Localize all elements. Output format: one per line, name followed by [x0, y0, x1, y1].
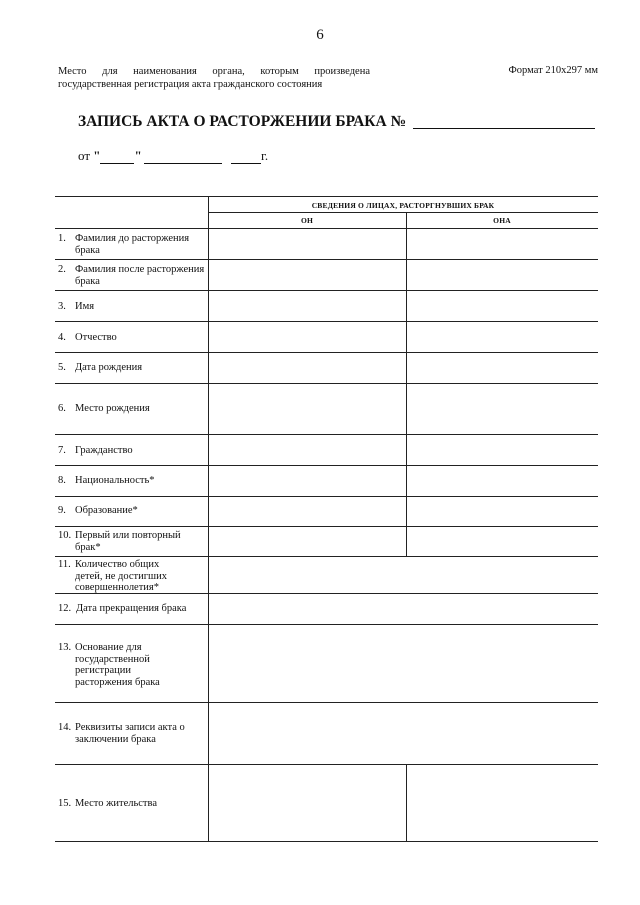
she-marriage-order-cell[interactable]: [407, 527, 597, 555]
row-number: 4.: [58, 332, 66, 343]
row-label-text: Дата рождения: [75, 362, 143, 373]
group-header-divider: [208, 212, 598, 213]
date-prefix: от: [78, 148, 91, 163]
she-education-cell[interactable]: [407, 497, 597, 525]
she-citizenship-cell[interactable]: [407, 435, 597, 464]
he-marriage-order-cell[interactable]: [209, 527, 405, 555]
quote-open: ": [93, 148, 101, 163]
row-label-text: Гражданство: [75, 445, 133, 456]
row-number: 2.: [58, 264, 66, 275]
she-birth-place-cell[interactable]: [407, 384, 597, 433]
row-number: 8.: [58, 475, 66, 486]
record-number-field[interactable]: [413, 128, 595, 129]
she-surname-after-cell[interactable]: [407, 260, 597, 289]
he-birth-date-cell[interactable]: [209, 353, 405, 382]
row-label-text: Национальность*: [75, 475, 155, 486]
row-number: 11.: [58, 559, 71, 570]
row-label-text: Количество общих детей, не достигших совершеннолетия*: [75, 559, 168, 593]
row-label-text: Реквизиты записи акта о заключении брака: [75, 722, 185, 745]
he-citizenship-cell[interactable]: [209, 435, 405, 464]
termination-date-cell[interactable]: [209, 594, 597, 623]
registry-authority-placeholder: Место для наименования органа, которым произведена государственная регистрация акта гражданского состояния: [58, 66, 370, 90]
year-suffix: г.: [260, 148, 269, 163]
she-birth-date-cell[interactable]: [407, 353, 597, 382]
column-header-he: ОН: [300, 216, 314, 225]
row-label-text: Основание для государственной регистрации расторжения брака: [75, 642, 160, 688]
year-field[interactable]: [231, 151, 261, 164]
row-label-text: Дата прекращения брака: [76, 603, 187, 614]
row-number: 10.: [58, 530, 72, 541]
record-date-line: [78, 148, 268, 164]
row-number: 14.: [58, 722, 72, 733]
document-title: ЗАПИСЬ АКТА О РАСТОРЖЕНИИ БРАКА №: [78, 113, 407, 130]
paper-format-label: Формат 210х297 мм: [508, 65, 598, 76]
he-surname-after-cell[interactable]: [209, 260, 405, 289]
she-residence-cell[interactable]: [407, 765, 597, 840]
row-number: 1.: [58, 233, 66, 244]
row-label-text: Отчество: [75, 332, 117, 343]
row-label-text: Фамилия до расторжения брака: [75, 233, 190, 256]
she-first-name-cell[interactable]: [407, 291, 597, 320]
she-nationality-cell[interactable]: [407, 466, 597, 495]
he-patronymic-cell[interactable]: [209, 322, 405, 351]
row-label-text: Имя: [75, 301, 95, 312]
row-number: 12.: [58, 603, 72, 614]
marriage-record-details-cell[interactable]: [209, 703, 597, 763]
he-residence-cell[interactable]: [209, 765, 405, 840]
children-count-cell[interactable]: [209, 557, 597, 592]
registration-basis-cell[interactable]: [209, 625, 597, 701]
she-surname-before-cell[interactable]: [407, 229, 597, 258]
quote-close: ": [134, 148, 142, 163]
he-nationality-cell[interactable]: [209, 466, 405, 495]
row-label-text: Место жительства: [75, 798, 157, 809]
row-label-text: Фамилия после расторжения брака: [75, 264, 205, 287]
column-header-she: ОНА: [493, 216, 511, 225]
table-top-border: [55, 196, 598, 197]
row-label-text: Первый или повторный брак*: [75, 530, 181, 553]
month-field[interactable]: [144, 151, 222, 164]
row-number: 15.: [58, 798, 72, 809]
row-number: 3.: [58, 301, 66, 312]
he-surname-before-cell[interactable]: [209, 229, 405, 258]
row-number: 5.: [58, 362, 66, 373]
row-number: 13.: [58, 642, 72, 653]
he-education-cell[interactable]: [209, 497, 405, 525]
row-number: 7.: [58, 445, 66, 456]
she-patronymic-cell[interactable]: [407, 322, 597, 351]
page-number: 6: [316, 27, 324, 43]
group-header: СВЕДЕНИЯ О ЛИЦАХ, РАСТОРГНУВШИХ БРАК: [311, 201, 495, 210]
row-number: 6.: [58, 403, 66, 414]
table-bottom-border: [55, 841, 598, 842]
day-field[interactable]: [100, 151, 134, 164]
row-number: 9.: [58, 505, 66, 516]
he-first-name-cell[interactable]: [209, 291, 405, 320]
he-birth-place-cell[interactable]: [209, 384, 405, 433]
row-label-text: Место рождения: [75, 403, 150, 414]
row-label-text: Образование*: [75, 505, 138, 516]
